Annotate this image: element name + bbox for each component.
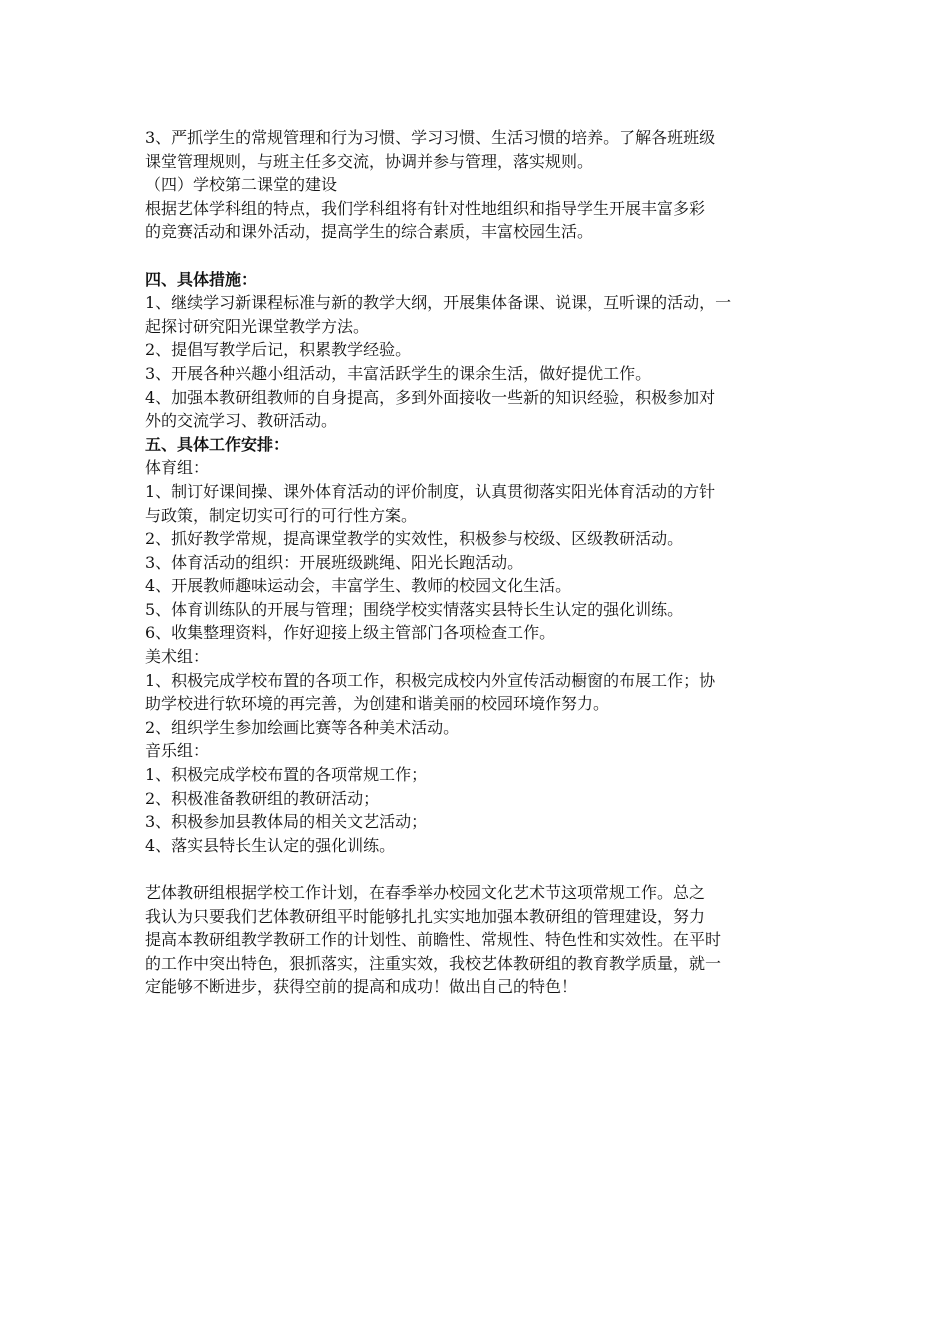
body-line: 2、提倡写教学后记，积累教学经验。 — [145, 340, 412, 360]
conclusion-line: 定能够不断进步，获得空前的提高和成功！做出自己的特色！ — [145, 977, 578, 997]
body-line: 1、积极完成学校布置的各项常规工作； — [145, 765, 428, 785]
group-label-music: 音乐组： — [145, 741, 210, 761]
body-line: 3、严抓学生的常规管理和行为习惯、学习习惯、生活习惯的培养。了解各班班级 — [145, 128, 716, 147]
body-line: 1、继续学习新课程标准与新的教学大纲，开展集体备课、说课，互听课的活动，一 — [145, 293, 732, 313]
body-line: 与政策，制定切实可行的可行性方案。 — [145, 505, 418, 525]
body-line: 助学校进行软环境的再完善，为创建和谐美丽的校园环境作努力。 — [145, 694, 610, 714]
conclusion-line: 提高本教研组教学教研工作的计划性、前瞻性、常规性、特色性和实效性。在平时 — [145, 930, 722, 950]
body-line: 外的交流学习、教研活动。 — [145, 411, 338, 431]
section-subheading: （四）学校第二课堂的建设 — [145, 175, 338, 195]
body-line: 2、组织学生参加绘画比赛等各种美术活动。 — [145, 717, 460, 737]
body-line: 6、收集整理资料，作好迎接上级主管部门各项检查工作。 — [145, 623, 556, 643]
body-line: 3、开展各种兴趣小组活动，丰富活跃学生的课余生活，做好提优工作。 — [145, 363, 652, 383]
document-page — [145, 126, 810, 999]
section-heading-measures: 四、具体措施： — [145, 269, 258, 289]
blank-line — [145, 857, 810, 881]
body-line: 课堂管理规则，与班主任多交流，协调并参与管理，落实规则。 — [145, 151, 594, 171]
body-line: 4、加强本教研组教师的自身提高，多到外面接收一些新的知识经验，积极参加对 — [145, 387, 716, 407]
conclusion-line: 我认为只要我们艺体教研组平时能够扎扎实实地加强本教研组的管理建设，努力 — [145, 906, 706, 926]
conclusion-line: 艺体教研组根据学校工作计划，在春季举办校园文化艺术节这项常规工作。总之 — [145, 883, 706, 902]
body-line: 的竞赛活动和课外活动，提高学生的综合素质，丰富校园生活。 — [145, 222, 594, 242]
blank-line — [145, 244, 810, 268]
body-line: 1、制订好课间操、课外体育活动的评价制度，认真贯彻落实阳光体育活动的方针 — [145, 481, 716, 501]
group-label-art: 美术组： — [145, 647, 210, 667]
body-line: 4、落实县特长生认定的强化训练。 — [145, 835, 396, 855]
body-line: 1、积极完成学校布置的各项工作，积极完成校内外宣传活动橱窗的布展工作；协 — [145, 670, 716, 690]
body-line: 根据艺体学科组的特点，我们学科组将有针对性地组织和指导学生开展丰富多彩 — [145, 198, 706, 218]
body-line: 2、积极准备教研组的教研活动； — [145, 788, 380, 808]
body-line: 4、开展教师趣味运动会，丰富学生、教师的校园文化生活。 — [145, 576, 572, 596]
group-label-pe: 体育组： — [145, 458, 210, 478]
body-line: 3、体育活动的组织：开展班级跳绳、阳光长跑活动。 — [145, 552, 524, 572]
conclusion-line: 的工作中突出特色，狠抓落实，注重实效，我校艺体教研组的教育教学质量，就一 — [145, 953, 722, 973]
body-line: 起探讨研究阳光课堂教学方法。 — [145, 316, 370, 336]
body-line: 3、积极参加县教体局的相关文艺活动； — [145, 812, 428, 832]
section-heading-schedule: 五、具体工作安排： — [145, 434, 290, 454]
body-line: 2、抓好教学常规，提高课堂教学的实效性，积极参与校级、区级教研活动。 — [145, 529, 684, 549]
body-line: 5、体育训练队的开展与管理；围绕学校实情落实县特长生认定的强化训练。 — [145, 599, 684, 619]
